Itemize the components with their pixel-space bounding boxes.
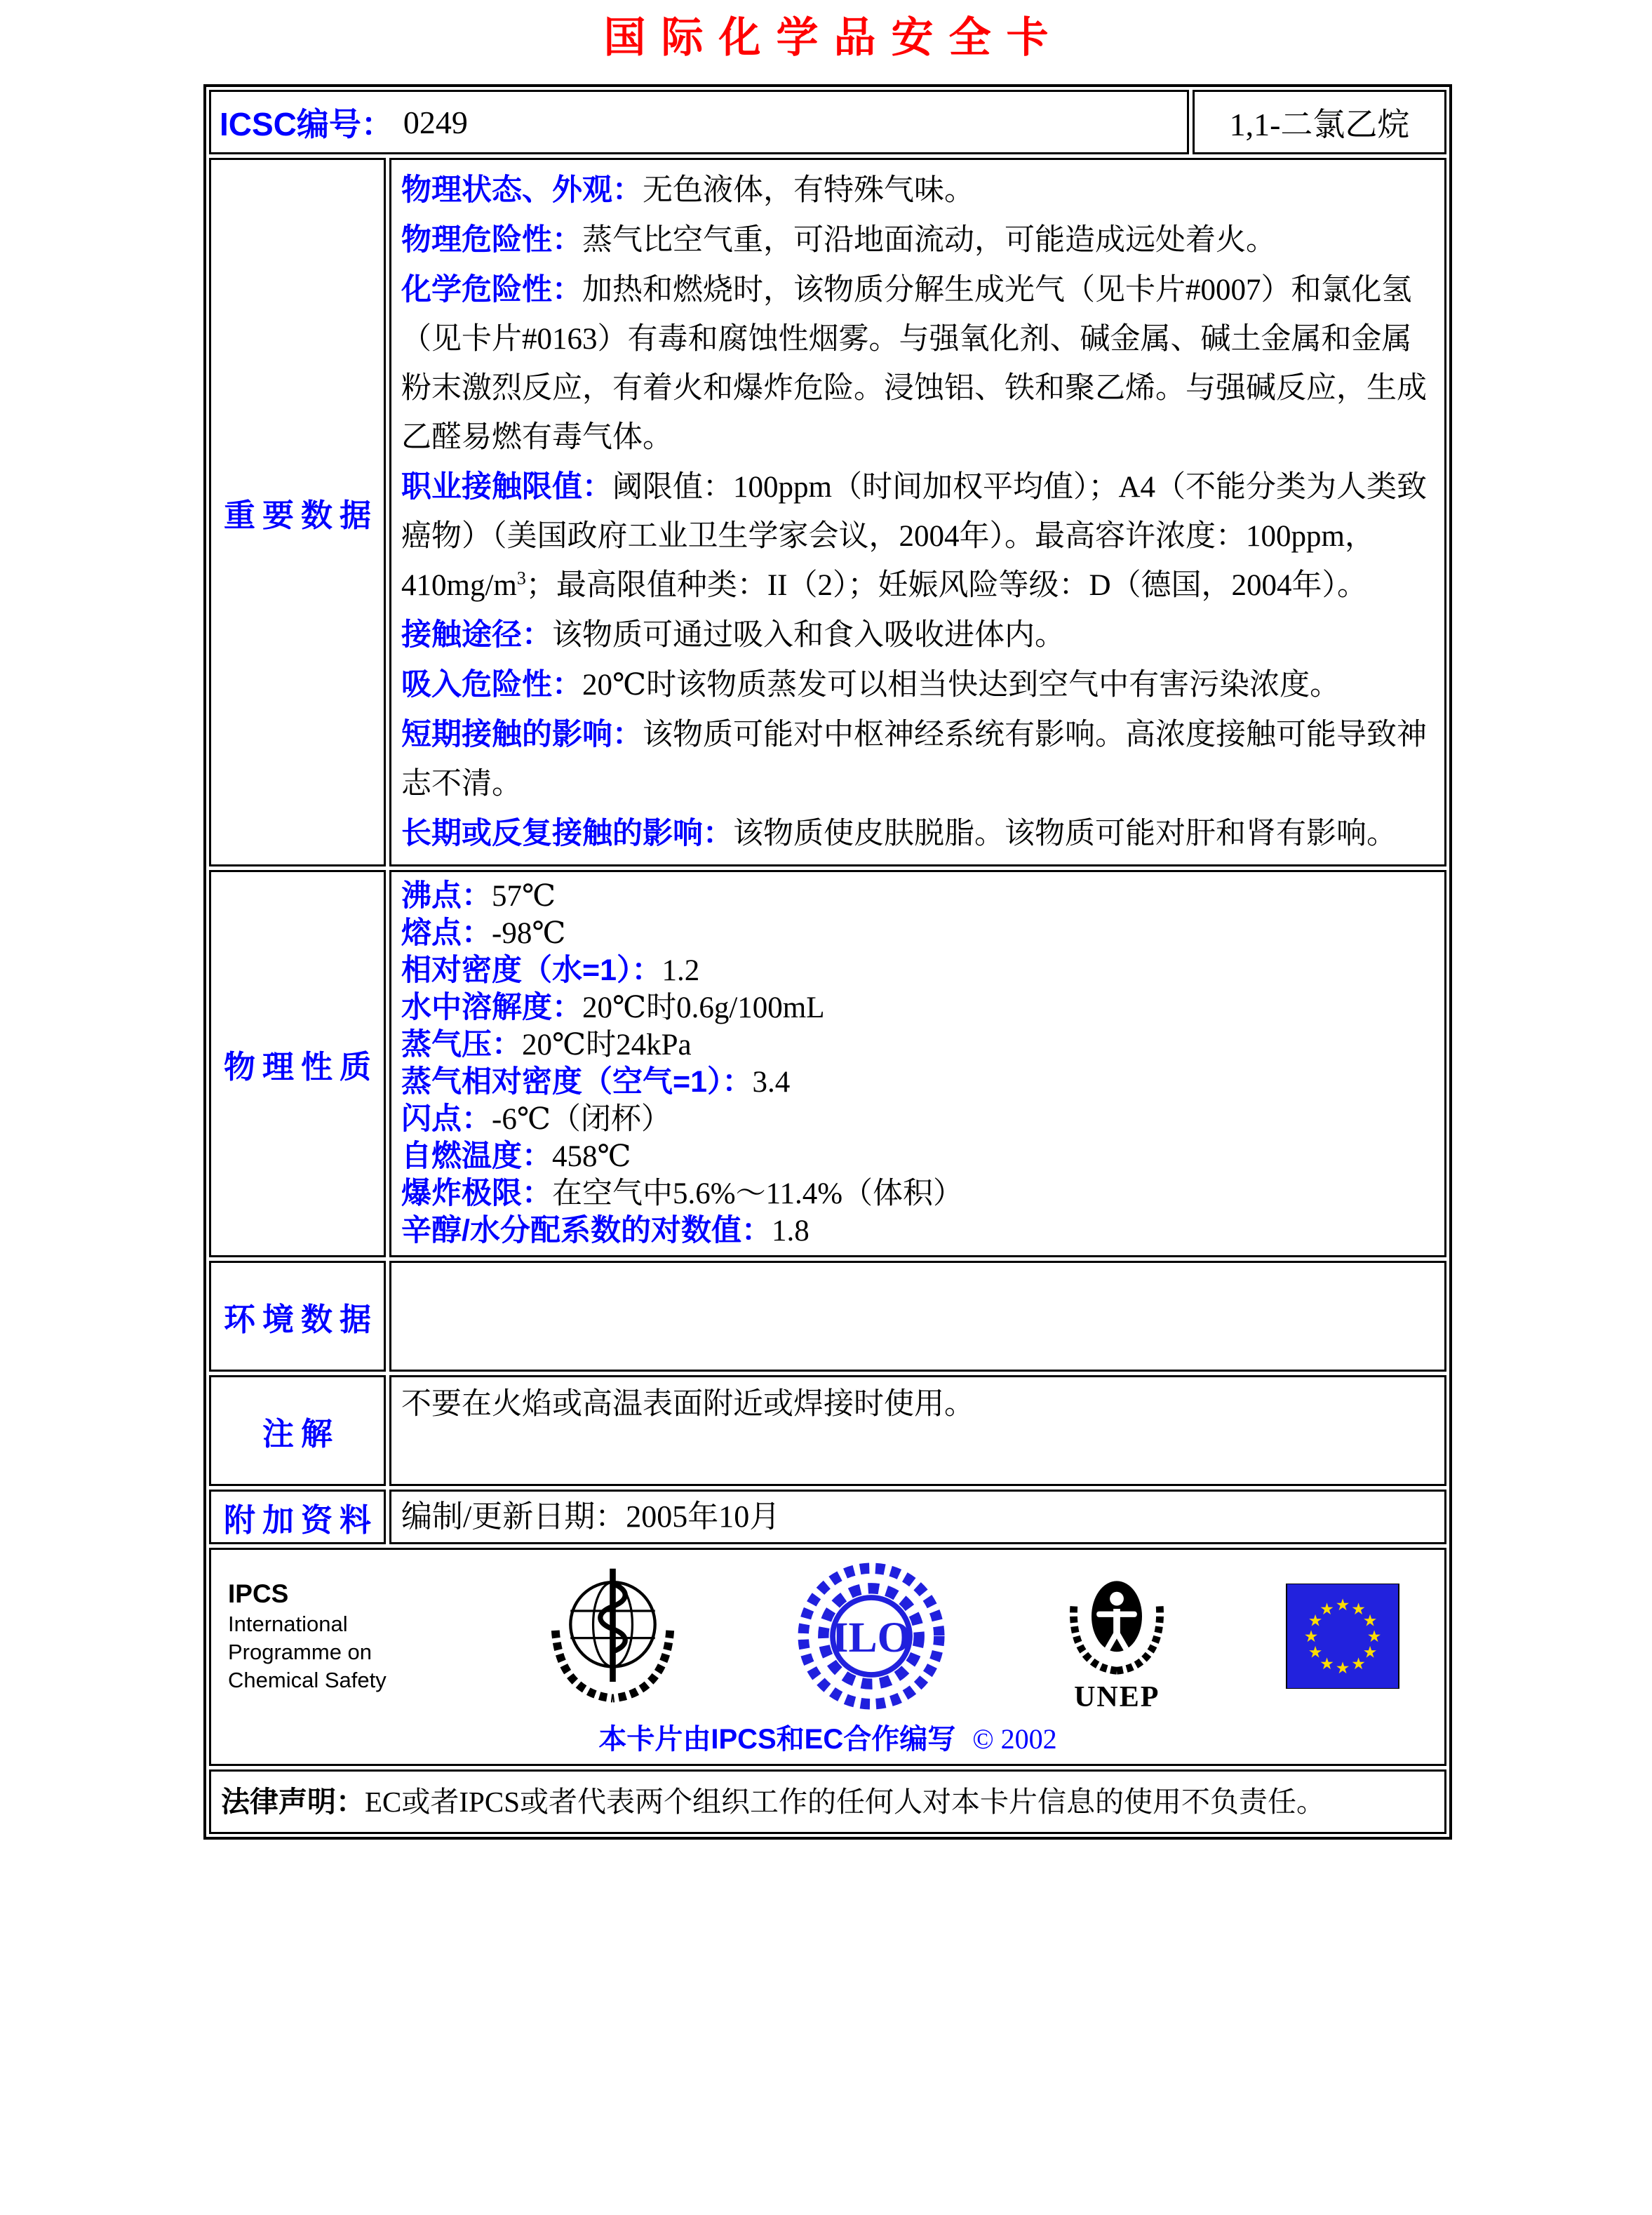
field-text: 无色液体，有特殊气味。 — [643, 174, 974, 207]
field-label: 吸入危险性： — [401, 668, 582, 702]
svg-text:★: ★ — [1362, 1612, 1378, 1631]
physical-property-item — [401, 1101, 1435, 1138]
header-row — [209, 90, 1446, 154]
important-data-item — [401, 660, 1435, 710]
svg-text:★: ★ — [1351, 1600, 1366, 1619]
property-value: 458℃ — [552, 1140, 631, 1173]
property-value: 1.2 — [662, 954, 700, 987]
logos-row — [209, 1548, 1446, 1766]
svg-text:★: ★ — [1308, 1612, 1323, 1631]
svg-text:★: ★ — [1351, 1655, 1366, 1673]
field-label: 职业接触限值： — [401, 470, 612, 504]
cooperation-caption-text: 本卡片由IPCS和EC合作编写 — [598, 1724, 956, 1755]
additional-info-content: 编制/更新日期：2005年10月 — [389, 1490, 1446, 1544]
logos-cell — [209, 1548, 1446, 1766]
field-text: 20℃时该物质蒸发可以相当快达到空气中有害污染浓度。 — [582, 669, 1341, 702]
legal-notice-text: EC或者IPCS或者代表两个组织工作的任何人对本卡片信息的使用不负责任。 — [365, 1786, 1325, 1818]
field-label: 物理状态、外观： — [401, 173, 643, 207]
property-value: 3.4 — [752, 1066, 791, 1099]
field-label: 短期接触的影响： — [401, 718, 643, 751]
important-data-item — [401, 462, 1435, 610]
section-label-important-data: 重要数据 — [209, 158, 386, 866]
property-label: 水中溶解度： — [401, 991, 582, 1024]
property-label: 沸点： — [401, 879, 492, 913]
cooperation-caption — [228, 1717, 1428, 1757]
physical-property-item — [401, 1026, 1435, 1064]
property-label: 相对密度（水=1）： — [401, 953, 662, 987]
important-data-row — [209, 158, 1446, 866]
svg-text:★: ★ — [1319, 1600, 1334, 1619]
field-label: 化学危险性： — [401, 273, 582, 307]
field-text: 加热和燃烧时，该物质分解生成光气（见卡片#0007）和氯化氢（见卡片#0163）有毒和腐蚀性烟雾。与强氧化剂、碱金属、碱土金属和金属粉末激烈反应，有着火和爆炸危险。浸蚀铝、铁和聚乙烯。与强碱反应，生成乙醛易燃有毒气体。 — [401, 274, 1427, 454]
section-label-additional-info: 附加资料 — [209, 1490, 386, 1544]
unep-logo-icon — [1054, 1558, 1180, 1685]
ipcs-line-3: Chemical Safety — [228, 1668, 387, 1692]
field-label: 长期或反复接触的影响： — [401, 817, 733, 850]
property-label: 辛醇/水分配系数的对数值： — [401, 1214, 772, 1247]
ipcs-text-block — [228, 1558, 431, 1694]
important-data-item — [401, 610, 1435, 660]
important-data-item — [401, 166, 1435, 215]
svg-text:★: ★ — [1335, 1596, 1350, 1614]
property-value: 20℃时24kPa — [522, 1029, 692, 1062]
unep-wordmark: UNEP — [1074, 1681, 1160, 1713]
field-label: 接触途径： — [401, 618, 552, 652]
important-data-content — [389, 158, 1446, 866]
property-value: 1.8 — [771, 1214, 810, 1247]
logos-strip — [228, 1558, 1428, 1714]
svg-text:ILO: ILO — [831, 1614, 911, 1661]
property-value: -6℃（闭杯） — [492, 1103, 671, 1136]
ipcs-line-1: International — [228, 1612, 348, 1636]
property-value: 20℃时0.6g/100mL — [582, 991, 825, 1024]
legal-row — [209, 1769, 1446, 1834]
section-label-environmental-data: 环境数据 — [209, 1261, 386, 1372]
environmental-data-row — [209, 1261, 1446, 1372]
icsc-number-value: 0249 — [403, 104, 468, 140]
eu-flag-icon — [1286, 1584, 1399, 1689]
superscript: 3 — [516, 568, 526, 589]
physical-properties-content — [389, 870, 1446, 1257]
property-label: 蒸气相对密度（空气=1）： — [401, 1065, 753, 1099]
notes-row — [209, 1375, 1446, 1486]
physical-property-item — [401, 1138, 1435, 1175]
field-text: 蒸气比空气重，可沿地面流动，可能造成远处着火。 — [582, 224, 1276, 257]
physical-property-item — [401, 1064, 1435, 1101]
property-label: 蒸气压： — [401, 1028, 522, 1062]
additional-info-row — [209, 1490, 1446, 1544]
section-label-physical-properties: 物理性质 — [209, 870, 386, 1257]
property-value: 57℃ — [492, 880, 556, 913]
ipcs-line-2: Programme on — [228, 1640, 372, 1664]
svg-text:★: ★ — [1366, 1628, 1382, 1646]
physical-property-item — [401, 952, 1435, 989]
icsc-number-cell — [209, 90, 1189, 154]
ilo-logo-icon — [794, 1559, 948, 1713]
environmental-data-content — [389, 1261, 1446, 1372]
property-value: -98℃ — [492, 917, 566, 950]
legal-notice-label: 法律声明： — [221, 1786, 365, 1818]
important-data-item — [401, 809, 1435, 859]
icsc-card-table — [203, 84, 1452, 1840]
field-text-continued: ；最高限值种类：II（2）；妊娠风险等级：D（德国，2004年）。 — [525, 569, 1368, 602]
svg-text:★: ★ — [1319, 1655, 1334, 1673]
notes-content: 不要在火焰或高温表面附近或焊接时使用。 — [389, 1375, 1446, 1486]
physical-property-item — [401, 878, 1435, 915]
chemical-name-cell: 1,1-二氯乙烷 — [1193, 90, 1446, 154]
svg-text:★: ★ — [1308, 1643, 1323, 1662]
physical-property-item — [401, 1175, 1435, 1212]
svg-text:★: ★ — [1335, 1659, 1350, 1678]
property-label: 爆炸极限： — [401, 1177, 552, 1210]
physical-property-item — [401, 989, 1435, 1026]
field-text: 该物质可能对中枢神经系统有影响。高浓度接触可能导致神志不清。 — [401, 718, 1427, 801]
svg-text:★: ★ — [1303, 1628, 1319, 1646]
physical-property-item — [401, 1212, 1435, 1250]
copyright-text: © 2002 — [972, 1723, 1057, 1755]
field-text: 该物质可通过吸入和食入吸收进体内。 — [552, 619, 1065, 652]
field-text: 该物质使皮肤脱脂。该物质可能对肝和肾有影响。 — [733, 817, 1397, 850]
important-data-item — [401, 710, 1435, 809]
physical-property-item — [401, 915, 1435, 952]
svg-text:★: ★ — [1362, 1643, 1378, 1662]
icsc-number-label: ICSC编号： — [220, 106, 394, 142]
ipcs-acronym: IPCS — [228, 1579, 289, 1608]
field-label: 物理危险性： — [401, 223, 582, 257]
property-label: 熔点： — [401, 916, 492, 950]
property-value: 在空气中5.6%～11.4%（体积） — [552, 1177, 964, 1210]
important-data-item — [401, 215, 1435, 265]
page-title: 国际化学品安全卡 — [603, 14, 1064, 61]
important-data-item — [401, 265, 1435, 462]
who-logo-icon — [537, 1561, 688, 1712]
property-label: 自燃温度： — [401, 1139, 552, 1173]
legal-notice-cell — [209, 1769, 1446, 1834]
unep-logo-block — [1054, 1558, 1180, 1714]
section-label-notes: 注解 — [209, 1375, 386, 1486]
physical-properties-row — [209, 870, 1446, 1257]
property-label: 闪点： — [401, 1102, 492, 1136]
field-text: 阈限值：100ppm（时间加权平均值）；A4（不能分类为人类致癌物）（美国政府工业卫生学家会议，2004年）。最高容许浓度：100ppm，410mg/m — [401, 471, 1427, 602]
